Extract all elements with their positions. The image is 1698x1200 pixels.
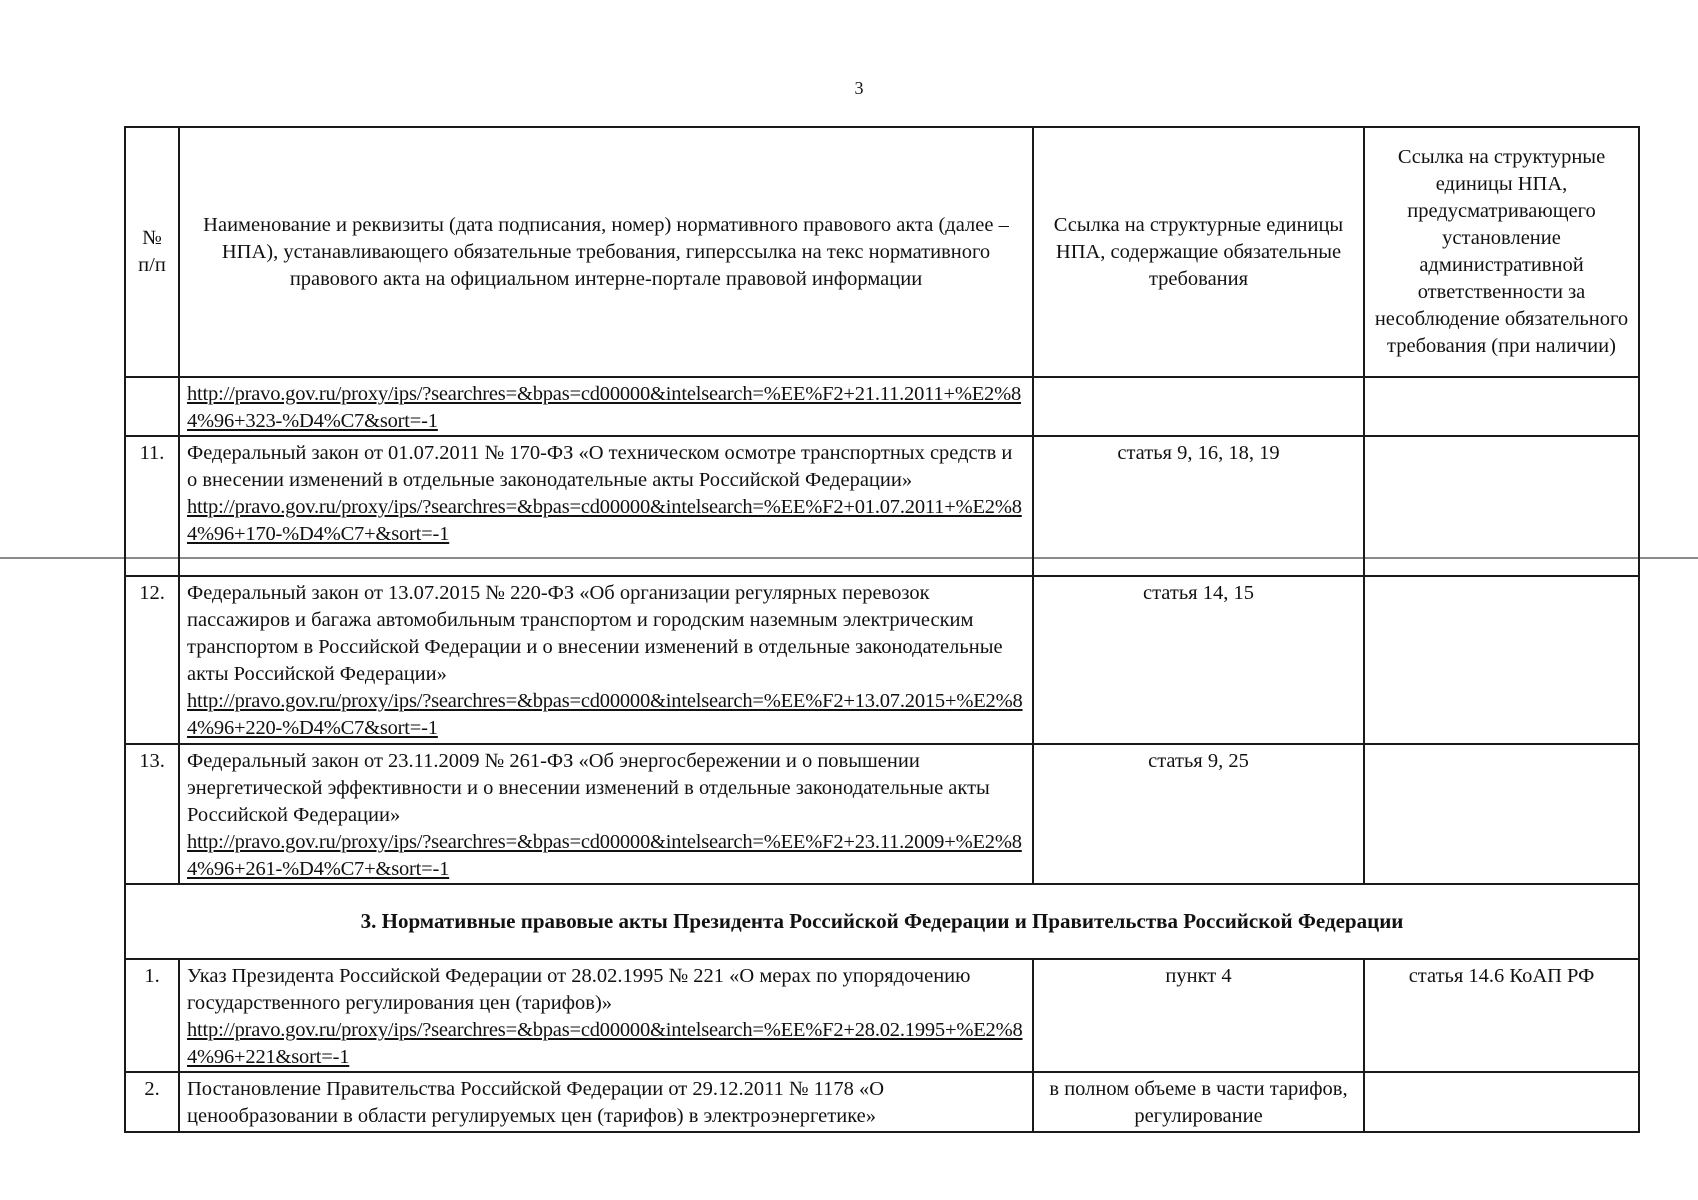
act-cell bbox=[179, 377, 1033, 436]
row-number: 13. bbox=[125, 744, 179, 884]
liability-ref bbox=[1364, 576, 1639, 744]
act-title: Федеральный закон от 23.11.2009 № 261-ФЗ «Об энергосбережении и о повышении энергетической эффективности и о внесении изменений в отдельные законодательные акты Российской Федерации» bbox=[187, 750, 990, 826]
act-title: Федеральный закон от 01.07.2011 № 170-ФЗ «О техническом осмотре транспортных средств и о внесении изменений в отдельные законодательные акты Российской Федерации» bbox=[187, 442, 1013, 491]
liability-ref: статья 14.6 КоАП РФ bbox=[1364, 959, 1639, 1072]
act-hyperlink[interactable]: http://pravo.gov.ru/proxy/ips/?searchres=&bpas=cd00000&intelsearch=%EE%F2+21.11.2011+%E2%84%96+323-%D4%C7&sort=-1 bbox=[187, 383, 1022, 432]
act-cell bbox=[179, 744, 1033, 884]
header-requirements-ref: Ссылка на структурные единицы НПА, содержащие обязательные требования bbox=[1033, 127, 1364, 377]
section-title: 3. Нормативные правовые акты Президента Российской Федерации и Правительства Российской Федерации bbox=[125, 884, 1639, 959]
table-row bbox=[125, 436, 1639, 576]
page-number: 3 bbox=[854, 78, 864, 98]
act-title: Постановление Правительства Российской Федерации от 29.12.2011 № 1178 «О ценообразовании в области регулируемых цен (тарифов) в электроэнергетике» bbox=[187, 1078, 885, 1127]
act-cell bbox=[179, 436, 1033, 576]
act-hyperlink[interactable]: http://pravo.gov.ru/proxy/ips/?searchres=&bpas=cd00000&intelsearch=%EE%F2+23.11.2009+%E2%84%96+261-%D4%C7+&sort=-1 bbox=[187, 831, 1022, 880]
section-heading-row bbox=[125, 884, 1639, 959]
act-title: Федеральный закон от 13.07.2015 № 220-ФЗ «Об организации регулярных перевозок пассажиров и багажа автомобильным транспортом и городским наземным электрическим транспортом в Российской Федерации и о внесении изменений в отдельные законодательные акты Российской Федерации» bbox=[187, 582, 1003, 685]
table-row bbox=[125, 744, 1639, 884]
act-hyperlink[interactable]: http://pravo.gov.ru/proxy/ips/?searchres=&bpas=cd00000&intelsearch=%EE%F2+01.07.2011+%E2%84%96+170-%D4%C7+&sort=-1 bbox=[187, 496, 1022, 545]
row-number: 11. bbox=[125, 436, 179, 576]
table-row bbox=[125, 959, 1639, 1072]
liability-ref bbox=[1364, 744, 1639, 884]
requirements-table bbox=[124, 126, 1640, 1133]
act-cell bbox=[179, 959, 1033, 1072]
requirements-ref: статья 14, 15 bbox=[1033, 576, 1364, 744]
act-cell bbox=[179, 576, 1033, 744]
header-act-name: Наименование и реквизиты (дата подписания, номер) нормативного правового акта (далее – НПА), устанавливающего обязательные требования, гиперссылка на текс нормативного правового акта на официальном интерне-портале правовой информации bbox=[179, 127, 1033, 377]
requirements-ref: статья 9, 25 bbox=[1033, 744, 1364, 884]
header-number: № п/п bbox=[125, 127, 179, 377]
requirements-ref: статья 9, 16, 18, 19 bbox=[1033, 436, 1364, 576]
liability-ref bbox=[1364, 436, 1639, 576]
row-number: 12. bbox=[125, 576, 179, 744]
row-number: 1. bbox=[125, 959, 179, 1072]
row-number bbox=[125, 377, 179, 436]
act-title: Указ Президента Российской Федерации от 28.02.1995 № 221 «О мерах по упорядочению государственного регулирования цен (тарифов)» bbox=[187, 965, 971, 1014]
header-liability-ref: Ссылка на структурные единицы НПА, предусматривающего установление административной ответственности за несоблюдение обязательного требования (при наличии) bbox=[1364, 127, 1639, 377]
table-row bbox=[125, 377, 1639, 436]
act-hyperlink[interactable]: http://pravo.gov.ru/proxy/ips/?searchres=&bpas=cd00000&intelsearch=%EE%F2+28.02.1995+%E2%84%96+221&sort=-1 bbox=[187, 1019, 1023, 1068]
requirements-ref bbox=[1033, 377, 1364, 436]
liability-ref bbox=[1364, 1072, 1639, 1132]
table-row bbox=[125, 1072, 1639, 1132]
table-header-row bbox=[125, 127, 1639, 377]
row-number: 2. bbox=[125, 1072, 179, 1132]
act-cell bbox=[179, 1072, 1033, 1132]
table-row bbox=[125, 576, 1639, 744]
act-hyperlink[interactable]: http://pravo.gov.ru/proxy/ips/?searchres=&bpas=cd00000&intelsearch=%EE%F2+13.07.2015+%E2%84%96+220-%D4%C7&sort=-1 bbox=[187, 690, 1023, 739]
liability-ref bbox=[1364, 377, 1639, 436]
requirements-ref: в полном объеме в части тарифов, регулирование bbox=[1033, 1072, 1364, 1132]
requirements-ref: пункт 4 bbox=[1033, 959, 1364, 1072]
